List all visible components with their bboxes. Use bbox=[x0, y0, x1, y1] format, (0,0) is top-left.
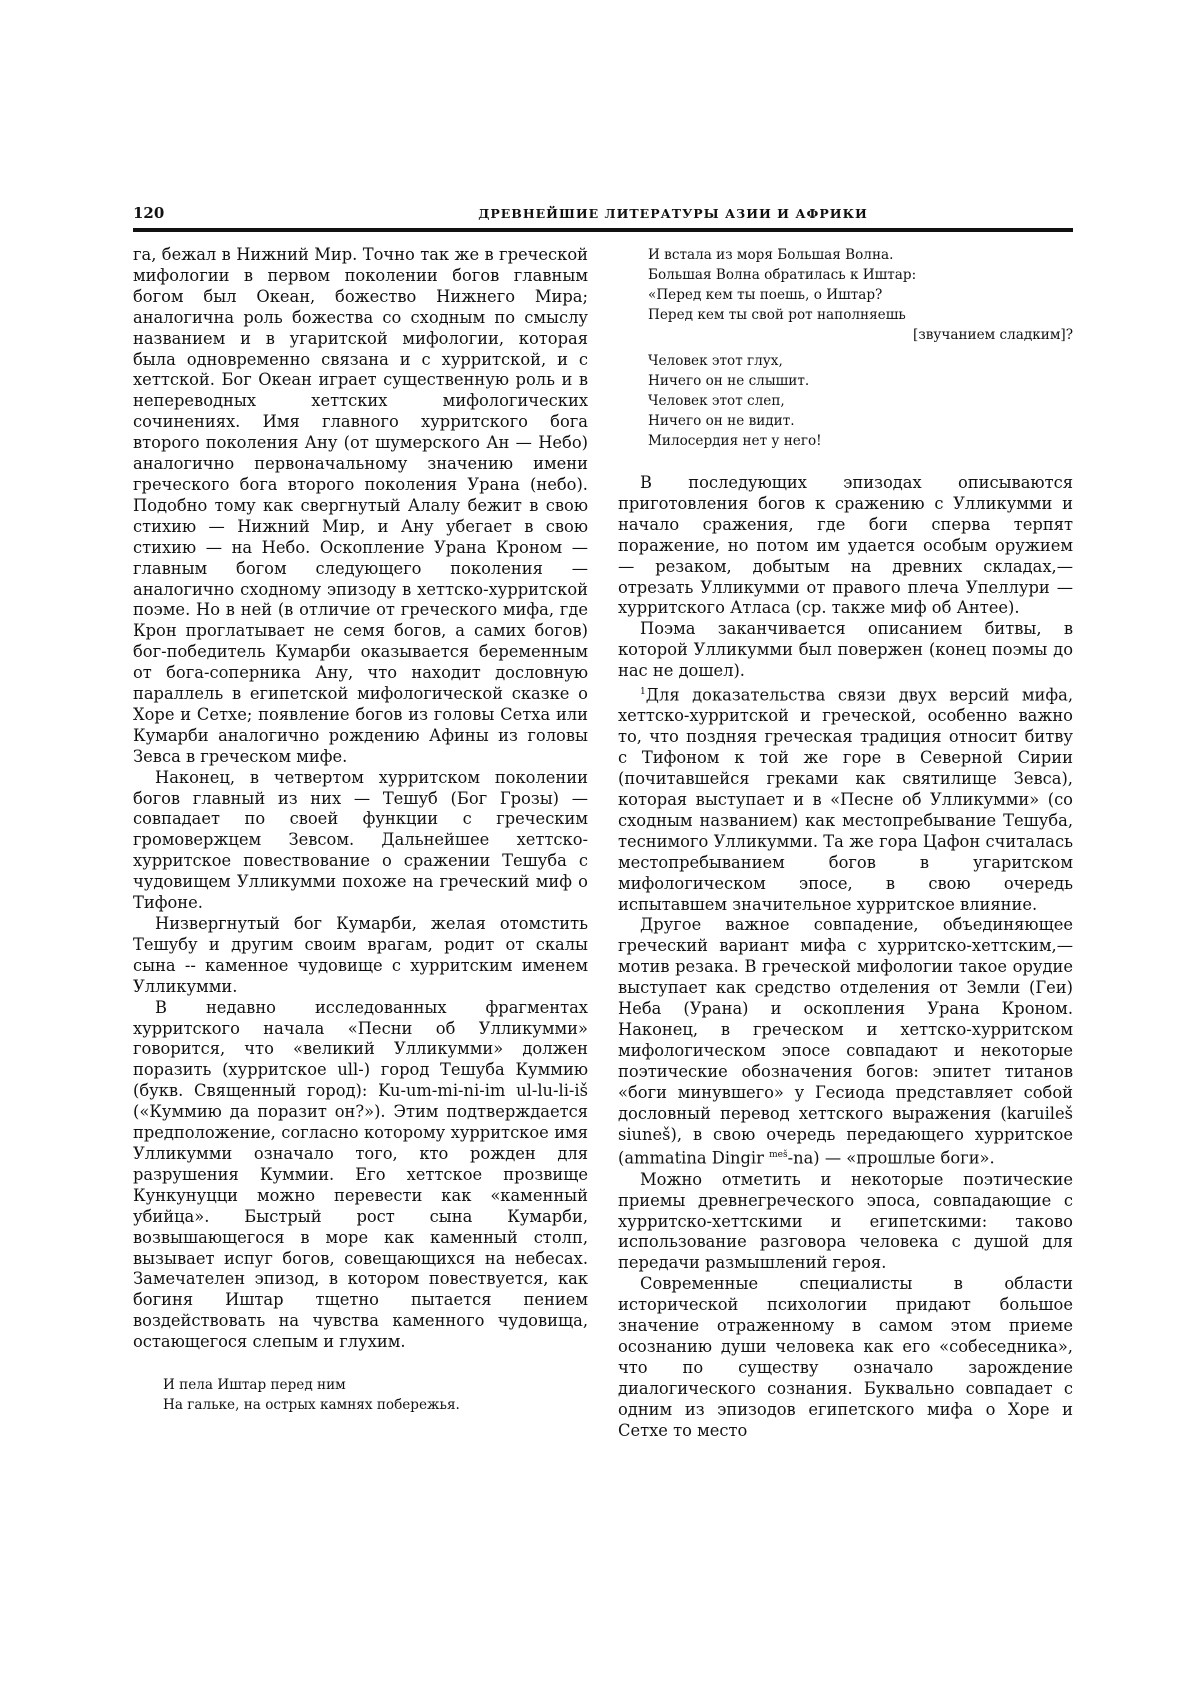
paragraph: Низвергнутый бог Кумарби, желая отомстить Тешубу и другим своим врагам, родит от скалы сына -- каменное чудовище с хурритским именем Улликумми. bbox=[133, 914, 588, 996]
paragraph: га, бежал в Нижний Мир. Точно так же в греческой мифологии в первом поколении богов главным богом был Океан, божество Нижнего Мира; аналогична роль божества со сходным по смыслу названием и в угаритской мифологии, которая была одновременно связана и с хурритской, и с хеттской. Бог Океан играет существенную роль и в непереводных хеттских мифологических сочинениях. Имя главного хурритского бога второго поколения Ану (от шумерского Ан — Небо) аналогично первоначальному значению имени греческого бога второго поколения Урана (небо). Подобно тому как свергнутый Алалу бежит в свою стихию — Нижний Мир, и Ану убегает в свою стихию — на Небо. Оскопление Урана Кроном — главным богом следующего поколения — аналогично сходному эпизоду в хеттско-хурритской поэме. Но в ней (в отличие от греческого мифа, где Крон проглатывает не семя богов, а самих богов) бог-победитель Кумарби оказывается беременным от бога-соперника Ану, что находит дословную параллель в египетской мифологической сказке о Хоре и Сетхе; появление богов из головы Сетха или Кумарби аналогично рождению Афины из головы Зевса в греческом мифе. bbox=[133, 245, 588, 766]
verse-line: И пела Иштар перед ним bbox=[163, 1377, 346, 1394]
verse-quote bbox=[133, 1375, 588, 1415]
verse-line: Ничего он не слышит. bbox=[648, 373, 810, 389]
page-header bbox=[133, 204, 1073, 232]
verse-line: «Перед кем ты поешь, о Иштар? bbox=[648, 287, 883, 303]
paragraph-text: Для доказательства связи двух версий мифа, хеттско-хурритской и греческой, особенно важно то, что поздняя греческая традиция относит битву с Тифоном к той же горе в Северной Сирии (почитавшейся греками как святилище Зевса), которая выступает и в «Песне об Улликумми» (со сходным названием) как местопребывание Тешуба, теснимого Улликумми. Та же гора Цафон считалась местопребыванием богов в угаритском мифологическом эпосе, в свою очередь испытавшем значительное хурритское влияние. bbox=[618, 685, 1073, 914]
verse-line: Милосердия нет у него! bbox=[648, 433, 822, 449]
verse-line: Ничего он не видит. bbox=[648, 413, 795, 429]
paragraph: Поэма заканчивается описанием битвы, в которой Улликумми был повержен (конец поэмы до нас не дошел). bbox=[618, 619, 1073, 681]
verse-line: И встала из моря Большая Волна. bbox=[648, 247, 894, 263]
verse-line: Человек этот слеп, bbox=[648, 393, 785, 409]
paragraph-footnoted bbox=[618, 682, 1073, 915]
paragraph-text: Другое важное совпадение, объединяющее греческий вариант мифа с хурритско-хеттским,— мотив резака. В греческой мифологии такое орудие выступает как средство отделения от Земли (Геи) Неба (Урана) и оскопления Урана Кроном. Наконец, в греческом и хеттско-хурритском мифологическом эпосе совпадают и некоторые поэтические обозначения богов: эпитет титанов «боги минувшего» у Гесиода представляет собой дословный перевод хеттского выражения (karuileš siuneš), в свою очередь передающего хурритское (ammatina Dingir bbox=[618, 915, 1073, 1168]
page-number: 120 bbox=[133, 204, 165, 222]
paragraph: Можно отметить и некоторые поэтические приемы древнегреческого эпоса, совпадающие с хурритско-хеттскими и египетскими: таково использование разговора человека с душой для передачи размышлений героя. bbox=[618, 1169, 1073, 1273]
paragraph: В последующих эпизодах описываются приготовления богов к сражению с Улликумми и начало сражения, где боги сперва терпят поражение, но потом им удается особым оружием — резаком, добытым на древних складах,— отрезать Улликумми от правого плеча Упеллури — хурритского Атласа (ср. также миф об Антее). bbox=[618, 473, 1073, 618]
verse-line: На гальке, на острых камнях побережья. bbox=[163, 1397, 460, 1414]
running-title: ДРЕВНЕЙШИЕ ЛИТЕРАТУРЫ АЗИИ И АФРИКИ bbox=[478, 206, 868, 221]
verse-line-continuation: [звучанием сладким]? bbox=[913, 327, 1073, 343]
verse-line: Перед кем ты свой рот наполняешь bbox=[648, 307, 906, 323]
paragraph: В недавно исследованных фрагментах хурритского начала «Песни об Улликумми» говорится, что «великий Улликумми» должен поразить (хурритское ull-) город Тешуба Куммию (букв. Священный город): Ku-um-mi-ni-im ul-lu-li-iš («Куммию да поразит он?»). Этим подтверждается предположение, согласно которому хурритское имя Улликумми означало того, кто рожден для разрушения Куммии. Его хеттское прозвище Кункунуцци можно перевести как «каменный убийца». Быстрый рост сына Кумарби, возвышающегося в море как каменный столп, вызывает испуг богов, совещающихся на небесах. Замечателен эпизод, в котором повествуется, как богиня Иштар тщетно пытается пением воздействовать на чувства каменного чудовища, остающегося слепым и глухим. bbox=[133, 997, 588, 1352]
superscript-mes: meš bbox=[769, 1150, 788, 1161]
footnote-marker: 1 bbox=[640, 687, 646, 698]
left-column bbox=[133, 245, 588, 1415]
verse-line: Большая Волна обратилась к Иштар: bbox=[648, 267, 917, 283]
paragraph-tail: -na) — «прошлые боги». bbox=[787, 1148, 995, 1168]
verse-line: Человек этот глух, bbox=[648, 353, 783, 369]
paragraph: Современные специалисты в области исторической психологии придают большое значение отраженному в самом этом приеме осознанию души человека как его «собеседника», что по существу означало зарождение диалогического сознания. Буквально совпадает с одним из эпизодов египетского мифа о Хоре и Сетхе то место bbox=[618, 1274, 1073, 1440]
right-column bbox=[618, 245, 1073, 1442]
paragraph: Наконец, в четвертом хурритском поколении богов главный из них — Тешуб (Бог Грозы) — совпадает по своей функции с греческим громовержцем Зевсом. Дальнейшее хеттско-хурритское повествование о сражении Тешуба с чудовищем Улликумми похоже на греческий миф о Тифоне. bbox=[133, 767, 588, 913]
verse-quote bbox=[618, 245, 1073, 451]
paragraph bbox=[618, 915, 1073, 1169]
